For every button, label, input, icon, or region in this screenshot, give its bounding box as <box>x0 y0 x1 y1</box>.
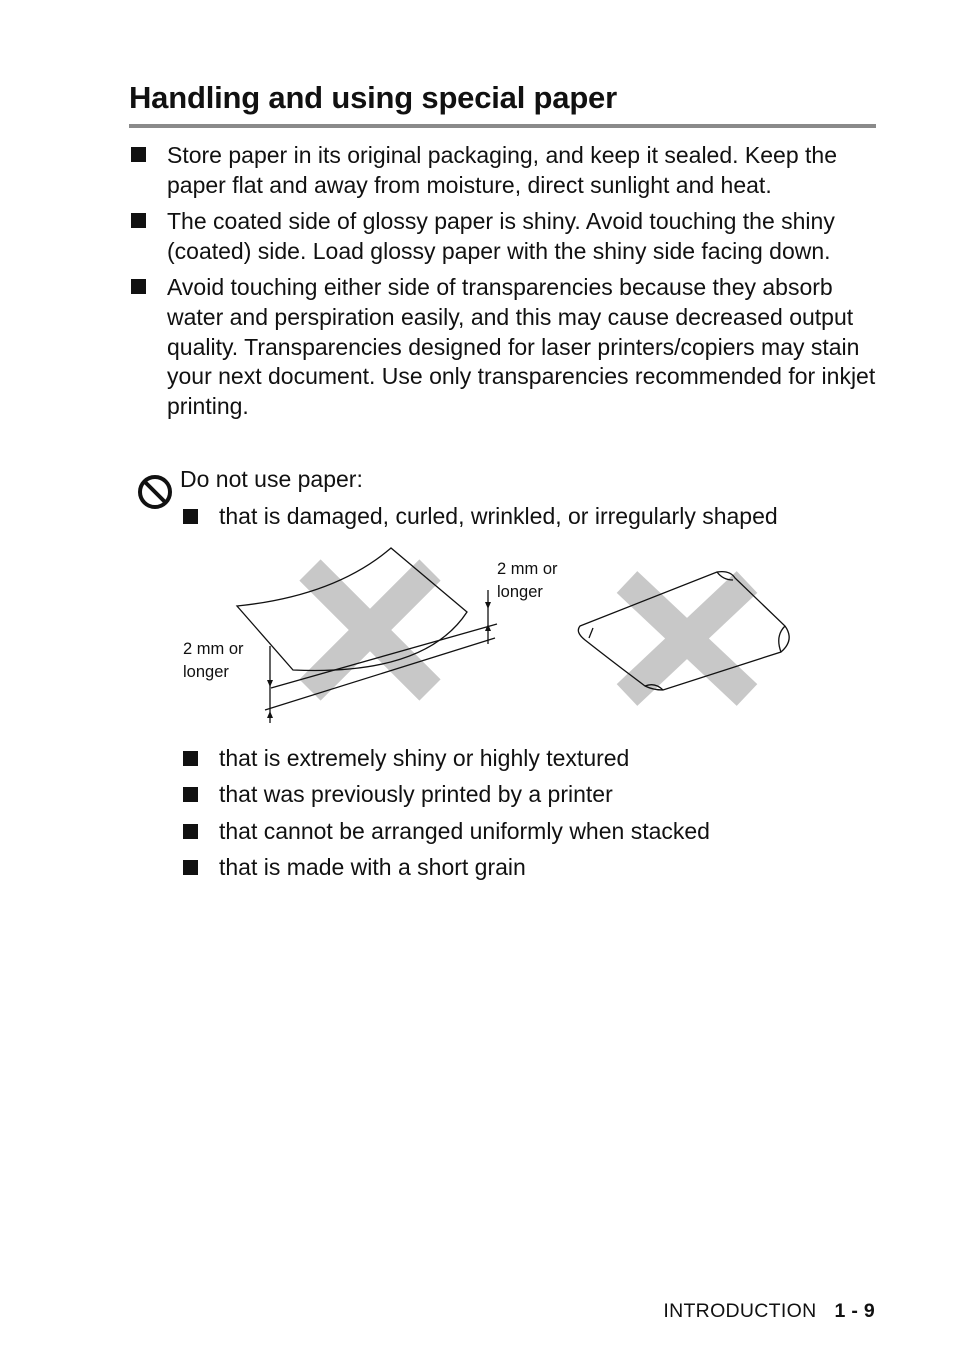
square-bullet-icon <box>183 509 198 524</box>
bullet-item <box>129 273 879 421</box>
square-bullet-icon <box>131 279 146 294</box>
page-footer <box>663 1300 875 1323</box>
bullet-item <box>129 207 879 266</box>
curled-paper-illustration <box>175 540 815 730</box>
bullet-text: The coated side of glossy paper is shiny. Avoid touching the shiny (coated) side. Load glossy paper with the shiny side facing down. <box>167 208 835 264</box>
chapter-name: INTRODUCTION <box>663 1300 817 1322</box>
cross-mark-right <box>627 582 747 695</box>
do-not-use-list <box>181 502 881 538</box>
list-item <box>181 853 881 882</box>
list-item <box>181 817 881 846</box>
square-bullet-icon <box>183 787 198 802</box>
curl-measure-label-left: 2 mm or longer <box>183 640 244 681</box>
list-item-text: that was previously printed by a printer <box>219 781 613 808</box>
bullet-list <box>129 141 879 428</box>
list-item <box>181 744 881 773</box>
square-bullet-icon <box>183 751 198 766</box>
list-item <box>181 502 881 531</box>
do-not-use-list-continued <box>181 744 881 889</box>
list-item-text: that is made with a short grain <box>219 853 526 880</box>
page-title: Handling and using special paper <box>129 80 617 115</box>
curled-paper-figure <box>175 540 815 730</box>
list-item <box>181 780 881 809</box>
note-intro: Do not use paper: <box>180 466 363 492</box>
list-item-text: that cannot be arranged uniformly when stacked <box>219 817 710 844</box>
bullet-text: Avoid touching either side of transparencies because they absorb water and perspiration easily, and this may cause decreased output quality. Transparencies designed for laser printers/copiers may stain your next document. Use only transparencies recommended for inkjet printing. <box>167 274 876 419</box>
page-number: 1 - 9 <box>834 1300 875 1322</box>
title-rule <box>129 124 876 128</box>
bullet-text: Store paper in its original packaging, and keep it sealed. Keep the paper flat and away from moisture, direct sunlight and heat. <box>167 142 837 198</box>
curl-measure-label-right: 2 mm or longer <box>497 560 558 601</box>
square-bullet-icon <box>131 213 146 228</box>
list-item-text: that is extremely shiny or highly textured <box>219 745 630 771</box>
square-bullet-icon <box>183 824 198 839</box>
bullet-item <box>129 141 879 200</box>
square-bullet-icon <box>131 147 146 162</box>
list-item-text: that is damaged, curled, wrinkled, or irregularly shaped <box>219 503 778 529</box>
prohibited-icon <box>137 474 173 510</box>
square-bullet-icon <box>183 860 198 875</box>
